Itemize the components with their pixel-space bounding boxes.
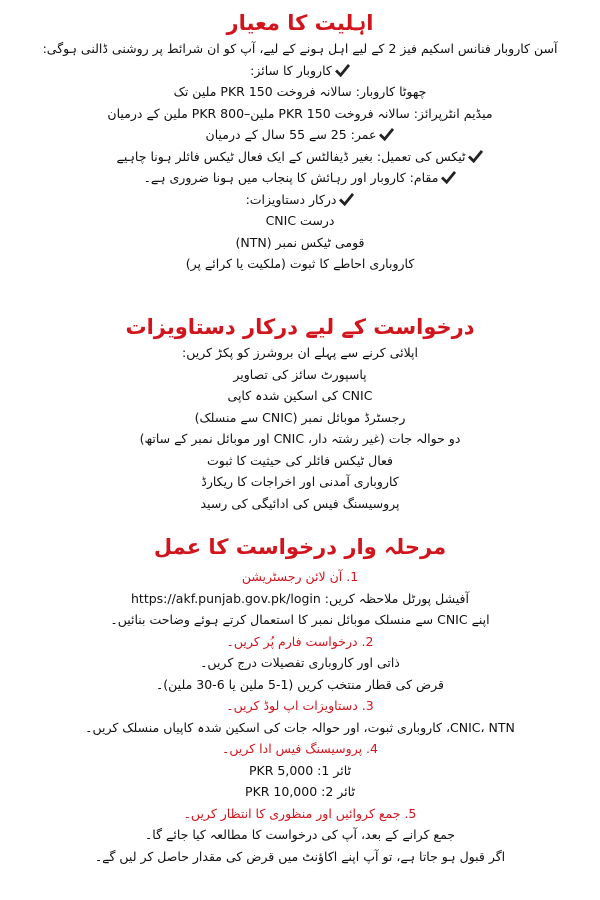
step-line: اگر قبول ہو جاتا ہے، تو آپ اپنے اکاؤنٹ میں قرض کی مقدار حاصل کر لیں گے۔ [94,848,506,864]
check-mark-icon [339,193,354,206]
eligibility-title: اہلیت کا معیار [226,11,374,35]
step-heading: 5. جمع کروائیں اور منظوری کا انتظار کریں۔ [183,805,417,821]
step-heading: 3. دستاویزات اپ لوڈ کریں۔ [226,698,374,713]
location-text: مقام: کاروبار اور رہائش کا پنجاب میں ہونا ضروری ہے۔ [143,170,439,185]
step-line: اپنے CNIC سے منسلک موبائل نمبر کا استعمال کرتے ہوئے وضاحت بنائیں۔ [110,612,490,627]
age-item [0,124,600,146]
small-business-line: چھوٹا کاروبار: سالانہ فروخت PKR 150 ملین تک [173,84,427,99]
application-process-title: مرحلہ وار درخواست کا عمل [153,535,447,559]
list-item: رجسٹرڈ موبائل نمبر (CNIC سے منسلک) [194,409,406,425]
doc-cnic-line: درست CNIC [265,213,335,228]
documents-label: درکار دستاویزات: [245,191,337,207]
step-heading: 4. پروسیسنگ فیس ادا کریں۔ [222,741,378,756]
check-mark-icon [441,171,456,184]
list-item: دو حوالہ جات (غیر رشتہ دار، CNIC اور موبائل نمبر کے ساتھ) [139,431,461,446]
tax-compliance-text: ٹیکس کی تعمیل: بغیر ڈیفالٹس کے ایک فعال ٹیکس فائلر ہونا چاہیے [116,148,466,164]
business-size-label: کاروبار کا سائز: [250,62,332,78]
age-text: عمر: 25 سے 55 سال کے درمیان [205,127,377,142]
required-documents-section [0,312,600,514]
step-line: جمع کرانے کے بعد، آپ کی درخواست کا مطالعہ کیا جائے گا۔ [144,827,456,842]
eligibility-section [0,8,600,275]
documents-item [0,189,600,211]
application-process-section [0,532,600,867]
list-item: فعال ٹیکس فائلر کی حیثیت کا ثبوت [206,452,394,468]
step-heading: 2. درخواست فارم پُر کریں۔ [226,633,374,649]
step-line: CNIC، NTN، کاروباری ثبوت، اور حوالہ جات کی اسکین شدہ کاپیاں منسلک کریں۔ [85,719,515,735]
location-item [0,167,600,189]
step-line: آفیشل پورٹل ملاحظہ کریں: https://akf.punjab.gov.pk/login [131,590,469,606]
tax-compliance-item [0,146,600,168]
required-documents-intro: اپلائی کرنے سے پہلے ان بروشرز کو پکڑ کریں: [181,345,419,360]
list-item: CNIC کی اسکین شدہ کاپی [227,388,373,403]
step-heading: 1. آن لائن رجسٹریشن [241,569,359,584]
required-documents-title: درخواست کے لیے درکار دستاویزات [125,315,475,339]
list-item: پاسپورٹ سائز کی تصاویر [233,366,367,382]
check-mark-icon [335,64,350,77]
medium-enterprise-line: میڈیم انٹرپرائز: سالانہ فروخت PKR 150 ملین–PKR 800 ملین کے درمیان [107,105,493,121]
list-item: کاروباری آمدنی اور اخراجات کا ریکارڈ [201,474,399,489]
check-mark-icon [468,150,483,163]
business-size-item [0,60,600,82]
doc-premises-line: کاروباری احاطے کا ثبوت (ملکیت یا کرائے پر) [185,256,415,271]
check-mark-icon [379,128,394,141]
step-line: ذاتی اور کاروباری تفصیلات درج کریں۔ [200,655,400,670]
step-line: قرض کی قطار منتخب کریں (1-5 ملین یا 6-30 ملین)۔ [155,676,445,692]
eligibility-intro: آسن کاروبار فنانس اسکیم فیز 2 کے لیے اہل ہونے کے لیے، آپ کو ان شرائط پر روشنی ڈالنی ہوگی: [42,41,558,56]
step-line: ٹائر 2: PKR 10,000 [245,784,355,799]
list-item: پروسیسنگ فیس کی ادائیگی کی رسید [200,495,400,511]
doc-ntn-line: قومی ٹیکس نمبر (NTN) [235,234,365,250]
step-line: ٹائر 1: PKR 5,000 [249,762,351,778]
